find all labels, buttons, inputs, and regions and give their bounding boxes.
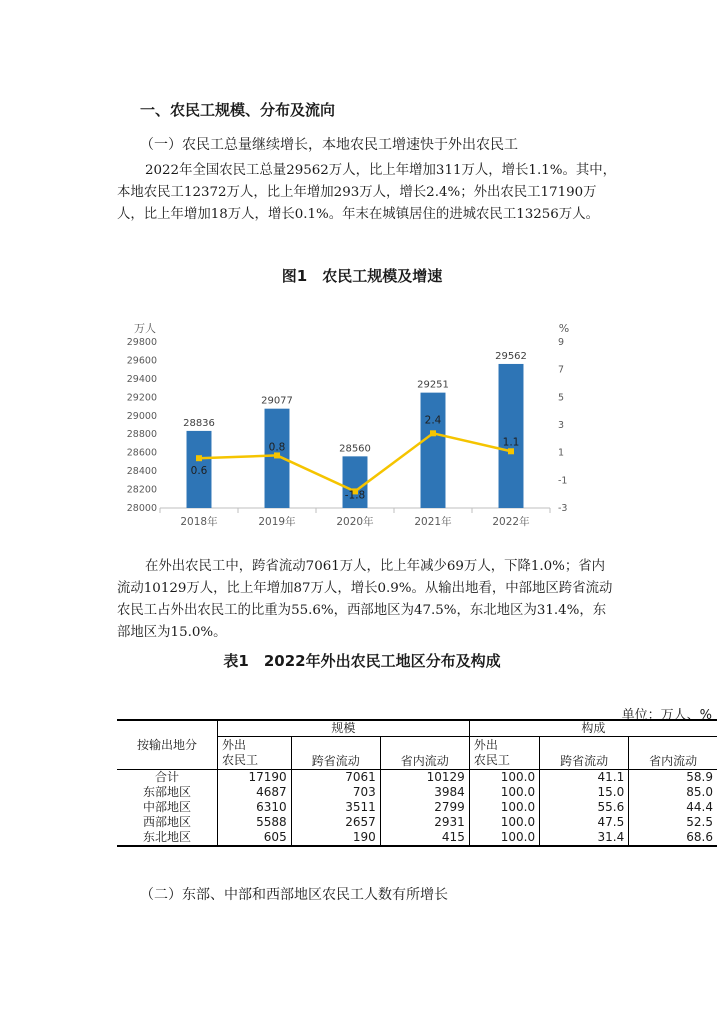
x-tick-label: 2021年 [414, 516, 452, 528]
row-label: 合计 [154, 770, 179, 784]
y-left-tick: 28000 [126, 503, 157, 514]
y-left-tick: 29400 [126, 373, 157, 385]
y-right-tick: 5 [558, 392, 565, 404]
table-row [117, 800, 717, 815]
x-tick-label: 2020年 [336, 516, 374, 528]
table-cell: 10129 [380, 770, 469, 786]
table-cell: 41.1 [540, 770, 629, 786]
growth-point [196, 455, 202, 461]
col-outgoing-header: 外出 农民工 [218, 737, 292, 770]
y-left-tick: 29800 [126, 337, 157, 348]
growth-value-label: -1.8 [344, 489, 366, 502]
table-cell: 58.9 [629, 770, 717, 786]
growth-value-label: 2.4 [424, 414, 442, 427]
y-right-tick: 7 [558, 364, 565, 376]
y-right-tick: -3 [558, 503, 568, 514]
y-left-tick: 28200 [126, 484, 157, 496]
subheading-regions: （二）东部、中部和西部地区农民工人数有所增长 [140, 887, 448, 903]
table-row [117, 770, 717, 786]
y-right-tick: 1 [558, 447, 565, 459]
row-label: 东部地区 [142, 785, 191, 799]
section-heading: 一、农民工规模、分布及流向 [140, 101, 336, 119]
table-cell: 2657 [291, 815, 380, 830]
growth-value-label: 0.8 [268, 441, 286, 454]
table-cell: 100.0 [469, 785, 539, 800]
subheading-total-growth: （一）农民工总量继续增长，本地农民工增速快于外出农民工 [140, 137, 518, 153]
table-cell: 55.6 [540, 800, 629, 815]
table-cell: 2931 [380, 815, 469, 830]
y-left-unit: 万人 [134, 322, 156, 335]
table-cell: 7061 [291, 770, 380, 786]
y-right-unit: % [558, 322, 570, 335]
table-cell: 100.0 [469, 830, 539, 846]
table-cell: 47.5 [540, 815, 629, 830]
table-cell: 605 [218, 830, 292, 846]
paragraph-outgoing: 在外出农民工中，跨省流动7061万人，比上年减少69万人，下降1.0%；省内流动10129万人，比上年增加87万人，增长0.9%。从输出地看，中部地区跨省流动农民工占外出农民工的比重为55.6%，西部地区为47.5%，东北地区为31.4%，东部地区为15.0%。 [117, 559, 613, 640]
y-left-tick: 29000 [126, 410, 157, 422]
growth-value-label: 0.6 [190, 465, 208, 478]
table-cell: 6310 [218, 800, 292, 815]
table-cell: 17190 [218, 770, 292, 786]
y-left-tick: 28400 [126, 466, 157, 478]
row-label: 东北地区 [117, 830, 218, 846]
table-cell: 52.5 [629, 815, 717, 830]
col-cross-header-2: 跨省流动 [540, 737, 629, 770]
table-cell: 100.0 [469, 815, 539, 830]
bar-value-label: 28560 [339, 443, 371, 455]
table-cell: 44.4 [629, 800, 717, 815]
bar [421, 393, 446, 508]
table-title: 表1 2022年外出农民工地区分布及构成 [223, 652, 501, 670]
growth-value-label: 1.1 [502, 436, 520, 449]
table-cell: 3984 [380, 785, 469, 800]
bar-value-label: 29077 [261, 395, 293, 407]
table-cell: 100.0 [469, 770, 539, 786]
table-cell: 415 [380, 830, 469, 846]
x-tick-label: 2019年 [258, 516, 296, 528]
row-label: 西部地区 [142, 815, 191, 829]
x-tick-label: 2018年 [180, 516, 218, 528]
y-left-tick: 29200 [126, 392, 157, 404]
distribution-table [117, 719, 717, 847]
bar-value-label: 29562 [495, 350, 527, 362]
growth-point [508, 448, 514, 454]
table-cell: 85.0 [629, 785, 717, 800]
table-unit: 单位：万人、% [621, 708, 712, 723]
table-cell: 703 [291, 785, 380, 800]
growth-point [430, 430, 436, 436]
table-row [117, 830, 717, 846]
bar-value-label: 29251 [417, 379, 449, 391]
workers-chart [126, 318, 580, 538]
table-cell: 15.0 [540, 785, 629, 800]
table-cell: 100.0 [469, 800, 539, 815]
col-within-header: 省内流动 [380, 737, 469, 770]
y-left-tick: 28800 [126, 429, 157, 441]
row-header-cell: 按输出地分 [117, 720, 218, 770]
figure-title: 图1 农民工规模及增速 [281, 267, 443, 285]
y-right-tick: -1 [558, 475, 568, 487]
col-within-header-2: 省内流动 [629, 737, 717, 770]
table-header-row-1 [117, 720, 717, 737]
table-row [117, 785, 717, 800]
table-cell: 4687 [218, 785, 292, 800]
table-cell: 68.6 [629, 830, 717, 846]
x-tick-label: 2022年 [492, 516, 530, 528]
y-left-tick: 29600 [126, 355, 157, 367]
table-cell: 3511 [291, 800, 380, 815]
table-cell: 5588 [218, 815, 292, 830]
group-scale-header: 规模 [218, 720, 470, 737]
y-left-tick: 28600 [126, 447, 157, 459]
col-cross-header: 跨省流动 [291, 737, 380, 770]
table-cell: 31.4 [540, 830, 629, 846]
row-label: 中部地区 [142, 800, 191, 814]
table-row [117, 815, 717, 830]
paragraph-total: 2022年全国农民工总量29562万人，比上年增加311万人，增长1.1%。其中，本地农民工12372万人，比上年增加293万人，增长2.4%；外出农民工17190万人，比上年增加18万人，增长0.1%。年末在城镇居住的进城农民工13256万人。 [117, 163, 617, 222]
y-right-tick: 9 [558, 337, 565, 348]
table-cell: 190 [291, 830, 380, 846]
col-outgoing-header-2: 外出 农民工 [469, 737, 539, 770]
group-composition-header: 构成 [469, 720, 717, 737]
bar-value-label: 28836 [183, 417, 215, 429]
y-right-tick: 3 [558, 420, 565, 431]
table-cell: 2799 [380, 800, 469, 815]
